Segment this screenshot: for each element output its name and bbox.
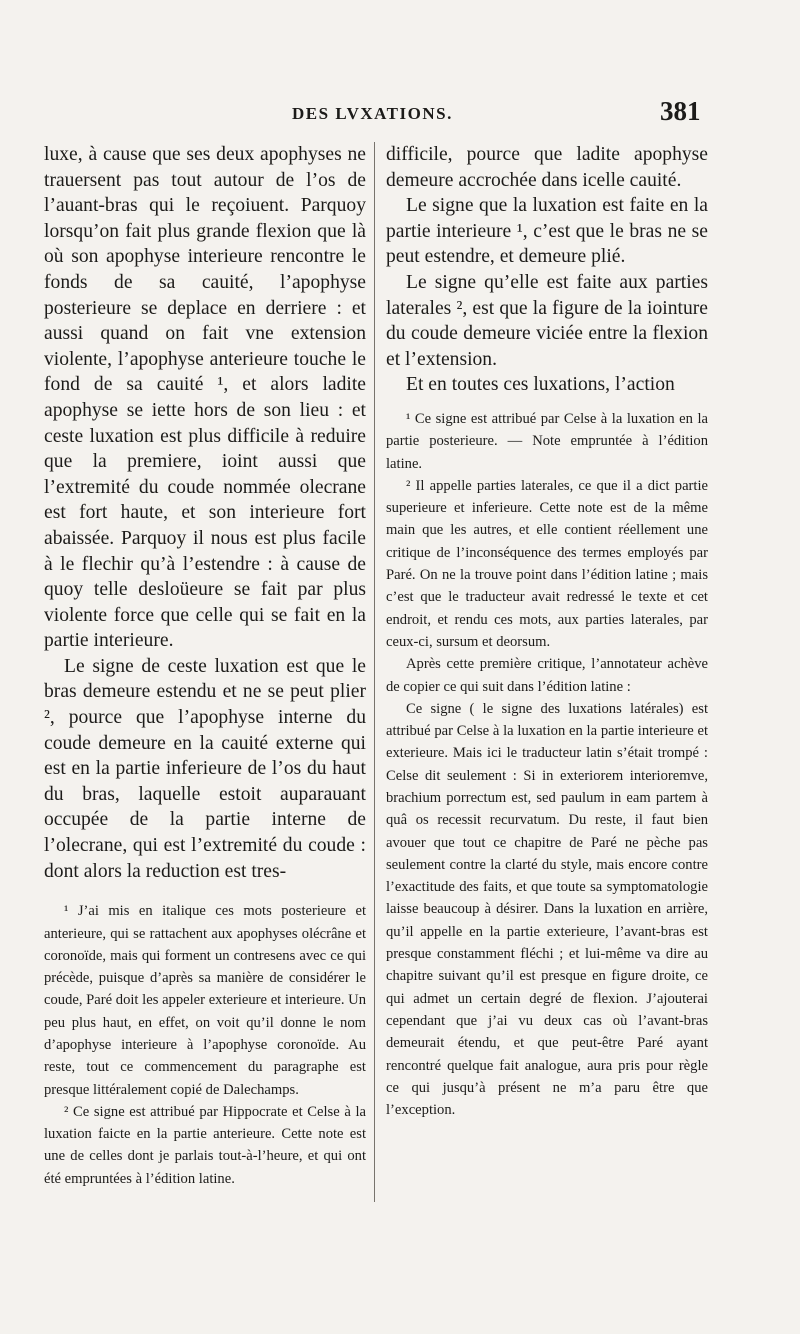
running-head: DES LVXATIONS. (292, 104, 453, 123)
right-column (386, 142, 708, 1121)
left-body-text (44, 142, 366, 884)
left-paragraph: Le signe de ceste luxation est que le bras demeure estendu et ne se peut plier ², pource que l’apophyse interne du coude demeure en la cauité externe qui est en la partie inferieure de l’os du haut du bras, laquelle estoit auparauant occupée de la partie interne de l’olecrane, qui est l’extremité du coude : dont alors la reduction est tres- (44, 655, 366, 882)
page-number: 381 (660, 96, 701, 126)
footnote: ¹ J’ai mis en italique ces mots posterieure et anterieure, qui se rattachent aux apophyses olécrâne et coronoïde, mais qui forment un contresens avec ce qui précède, puisque d’après sa manière de considérer le coude, Paré doit les appeler exterieure et interieure. Un peu plus haut, en effet, on voit qu’il donne le nom d’apophyse interieure à l’apophyse coronoïde. Au reste, tout ce commencement du paragraphe est presque littéralement copié de Dalechamps. (44, 903, 366, 1098)
right-paragraph: Et en toutes ces luxations, l’action (406, 374, 675, 396)
right-footnotes (386, 408, 708, 1122)
footnote: ² Ce signe est attribué par Hippocrate et Celse à la luxation faicte en la partie anterieure. Cette note est une de celles dont je parlais tout-à-l’heure, et qui ont été empruntées à l’édition latine. (44, 1103, 366, 1187)
footnote: Ce signe ( le signe des luxations latérales) est attribué par Celse à la luxation en la partie interieure et exterieure. Mais ici le traducteur latin s’était trompé : Celse dit seulement : Si in exteriorem interioremve, brachium porrectum est, sed paulum in eam partem à quâ os recessit recurvatum. Du reste, il faut bien avouer que tout ce chapitre de Paré ne pèche pas seulement contre la clarté du style, mais encore contre l’exactitude des faits, et que toute sa symptomatologie laisse beaucoup à désirer. Dans la luxation en arrière, qu’il appelle en la partie exterieure, l’avant-bras est presque constamment fléchi ; et lui-même va dire au chapitre suivant qu’il est presque en figure droite, ce qui admet un certain degré de flexion. J’ajouterai cependant que j’ai vu deux cas où l’avant-bras demeurait étendu, et que peut-être Paré ayant rencontré quelque fait analogue, aura pris pour règle ce qui jusqu’à présent ne m’a paru être que l’exception. (386, 700, 708, 1119)
left-footnotes (44, 900, 366, 1190)
footnote: Après cette première critique, l’annotateur achève de copier ce qui suit dans l’édition latine : (386, 656, 708, 695)
right-paragraph: Le signe que la luxation est faite en la partie interieure ¹, c’est que le bras ne se peut estendre, et demeure plié. (386, 195, 708, 268)
right-paragraph: difficile, pource que ladite apophyse demeure accrochée dans icelle cauité. (386, 144, 708, 191)
footnote: ¹ Ce signe est attribué par Celse à la luxation en la partie posterieure. — Note empruntée à l’édition latine. (386, 410, 708, 472)
left-paragraph: luxe, à cause que ses deux apophyses ne trauersent pas tout autour de l’os de l’auant-bras qui le reçoiuent. Parquoy lorsqu’on fait plus grande flexion que là où son apophyse interieure rencontre le fonds de sa cauité, l’apophyse posterieure se deplace en derriere : et aussi quand on fait vne extension violente, l’apophyse anterieure touche le fond de sa cauité ¹, et alors ladite apophyse se iette hors de son lieu : et ceste luxation est plus difficile à reduire que la premiere, ioint aussi que l’extremité du coude nommée olecrane est fort haute, et son interieure fort abaissée. Parquoy il nous est plus facile à le flechir qu’à l’estendre : à cause de quoy telle desloüeure se fait par plus violente force que celle qui se fait en la partie interieure. (44, 144, 366, 652)
column-divider (374, 142, 375, 1202)
right-body-text (386, 142, 708, 398)
right-paragraph: Le signe qu’elle est faite aux parties laterales ², est que la figure de la iointure du coude demeure viciée entre la flexion et l’extension. (386, 271, 708, 370)
footnote: ² Il appelle parties laterales, ce que il a dict partie superieure et inferieure. Cette note est de la même main que les autres, et elle contient réellement une critique de l’inconséquence des termes employés par Paré. On ne la trouve point dans l’édition latine ; mais c’est que le traducteur avait redressé le texte et cet endroit, et rendu ces mots, aux parties laterales, par ceux-ci, sursum et deorsum. (386, 477, 708, 650)
left-column (44, 142, 366, 1190)
